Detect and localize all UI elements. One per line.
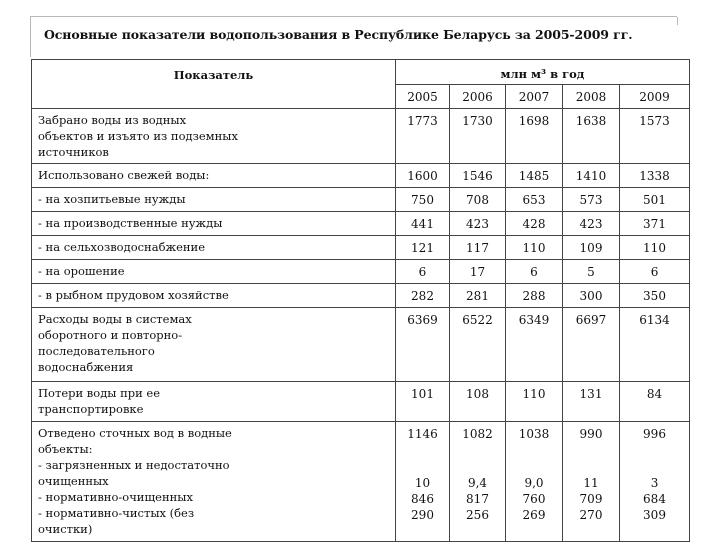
cell-value: 441 (396, 212, 450, 236)
cell-value: 121 (396, 236, 450, 260)
row-label: - на производственные нужды (32, 212, 396, 236)
cell-value: 1638 (563, 109, 620, 164)
cell-value: 1730 (450, 109, 506, 164)
cell-value: 131 (563, 382, 620, 422)
cell-value: 501 (620, 188, 690, 212)
cell-value: 1485 (506, 164, 563, 188)
cell-value: 110 (620, 236, 690, 260)
cell-value: 6349 (506, 308, 563, 382)
cell-value: 708 (450, 188, 506, 212)
table-row (32, 188, 690, 212)
cell-value: 1146 (407, 427, 438, 441)
cell-value: 573 (563, 188, 620, 212)
cell-subvalues: 9,0 760 269 (522, 476, 546, 522)
cell-value: 6 (506, 260, 563, 284)
cell-value: 423 (450, 212, 506, 236)
cell-value: 1600 (396, 164, 450, 188)
table-row (32, 422, 690, 542)
row-label: - на орошение (32, 260, 396, 284)
cell-value: 6522 (450, 308, 506, 382)
table-row (32, 164, 690, 188)
row-label: Отведено сточных вод в водные объекты: - загрязненных и недостаточно очищенных - нормативно-очищенных - нормативно-чистых (без очистки) (32, 422, 396, 542)
header-year-2009: 2009 (620, 85, 690, 109)
cell-subvalues: 10 846 290 (411, 476, 434, 522)
row-label: Забрано воды из водных объектов и изъято из подземных источников (32, 109, 396, 164)
cell-value: 1573 (620, 109, 690, 164)
cell-value: 110 (506, 382, 563, 422)
cell-value: 1410 (563, 164, 620, 188)
cell-value: 1546 (450, 164, 506, 188)
row-label: Расходы воды в системах оборотного и повторно- последовательного водоснабжения (32, 308, 396, 382)
cell-value: 110 (506, 236, 563, 260)
cell-stack (620, 422, 690, 542)
cell-value: 1773 (396, 109, 450, 164)
cell-value: 996 (643, 427, 666, 441)
cell-value: 1698 (506, 109, 563, 164)
cell-value: 101 (396, 382, 450, 422)
cell-stack (450, 422, 506, 542)
cell-value: 371 (620, 212, 690, 236)
cell-value: 653 (506, 188, 563, 212)
header-year-2007: 2007 (506, 85, 563, 109)
cell-value: 6 (396, 260, 450, 284)
cell-value: 281 (450, 284, 506, 308)
cell-subvalues: 3 684 309 (643, 476, 666, 522)
cell-value: 423 (563, 212, 620, 236)
cell-value: 6134 (620, 308, 690, 382)
header-parameter: Показатель (32, 60, 396, 109)
table-row (32, 236, 690, 260)
cell-value: 750 (396, 188, 450, 212)
page-title: Основные показатели водопользования в Республике Беларусь за 2005-2009 гг. (44, 27, 633, 42)
cell-value: 6 (620, 260, 690, 284)
cell-value: 17 (450, 260, 506, 284)
table-row (32, 284, 690, 308)
cell-value: 282 (396, 284, 450, 308)
header-row-unit (32, 60, 690, 85)
cell-value: 5 (563, 260, 620, 284)
table-row (32, 109, 690, 164)
cell-value: 428 (506, 212, 563, 236)
row-label: Потери воды при ее транспортировке (32, 382, 396, 422)
cell-stack (506, 422, 563, 542)
row-label: - на сельхозводоснабжение (32, 236, 396, 260)
cell-value: 117 (450, 236, 506, 260)
header-year-2006: 2006 (450, 85, 506, 109)
cell-value: 300 (563, 284, 620, 308)
cell-stack (396, 422, 450, 542)
cell-value: 6369 (396, 308, 450, 382)
cell-value: 109 (563, 236, 620, 260)
cell-value: 350 (620, 284, 690, 308)
cell-subvalues: 11 709 270 (579, 476, 603, 522)
cell-value: 1082 (462, 427, 493, 441)
row-label: - на хозпитьевые нужды (32, 188, 396, 212)
cell-subvalues: 9,4 817 256 (466, 476, 489, 522)
cell-value: 84 (620, 382, 690, 422)
cell-value: 990 (579, 427, 603, 441)
header-unit: млн м³ в год (396, 60, 690, 85)
cell-value: 1338 (620, 164, 690, 188)
table-row (32, 382, 690, 422)
table-row (32, 308, 690, 382)
header-year-2005: 2005 (396, 85, 450, 109)
row-label: Использовано свежей воды: (32, 164, 396, 188)
cell-value: 108 (450, 382, 506, 422)
cell-value: 1038 (518, 427, 550, 441)
frame-tick (677, 17, 678, 25)
cell-stack (563, 422, 620, 542)
table-row (32, 260, 690, 284)
table-row (32, 212, 690, 236)
cell-value: 6697 (563, 308, 620, 382)
header-year-2008: 2008 (563, 85, 620, 109)
cell-value: 288 (506, 284, 563, 308)
row-label: - в рыбном прудовом хозяйстве (32, 284, 396, 308)
water-use-table (31, 59, 690, 542)
